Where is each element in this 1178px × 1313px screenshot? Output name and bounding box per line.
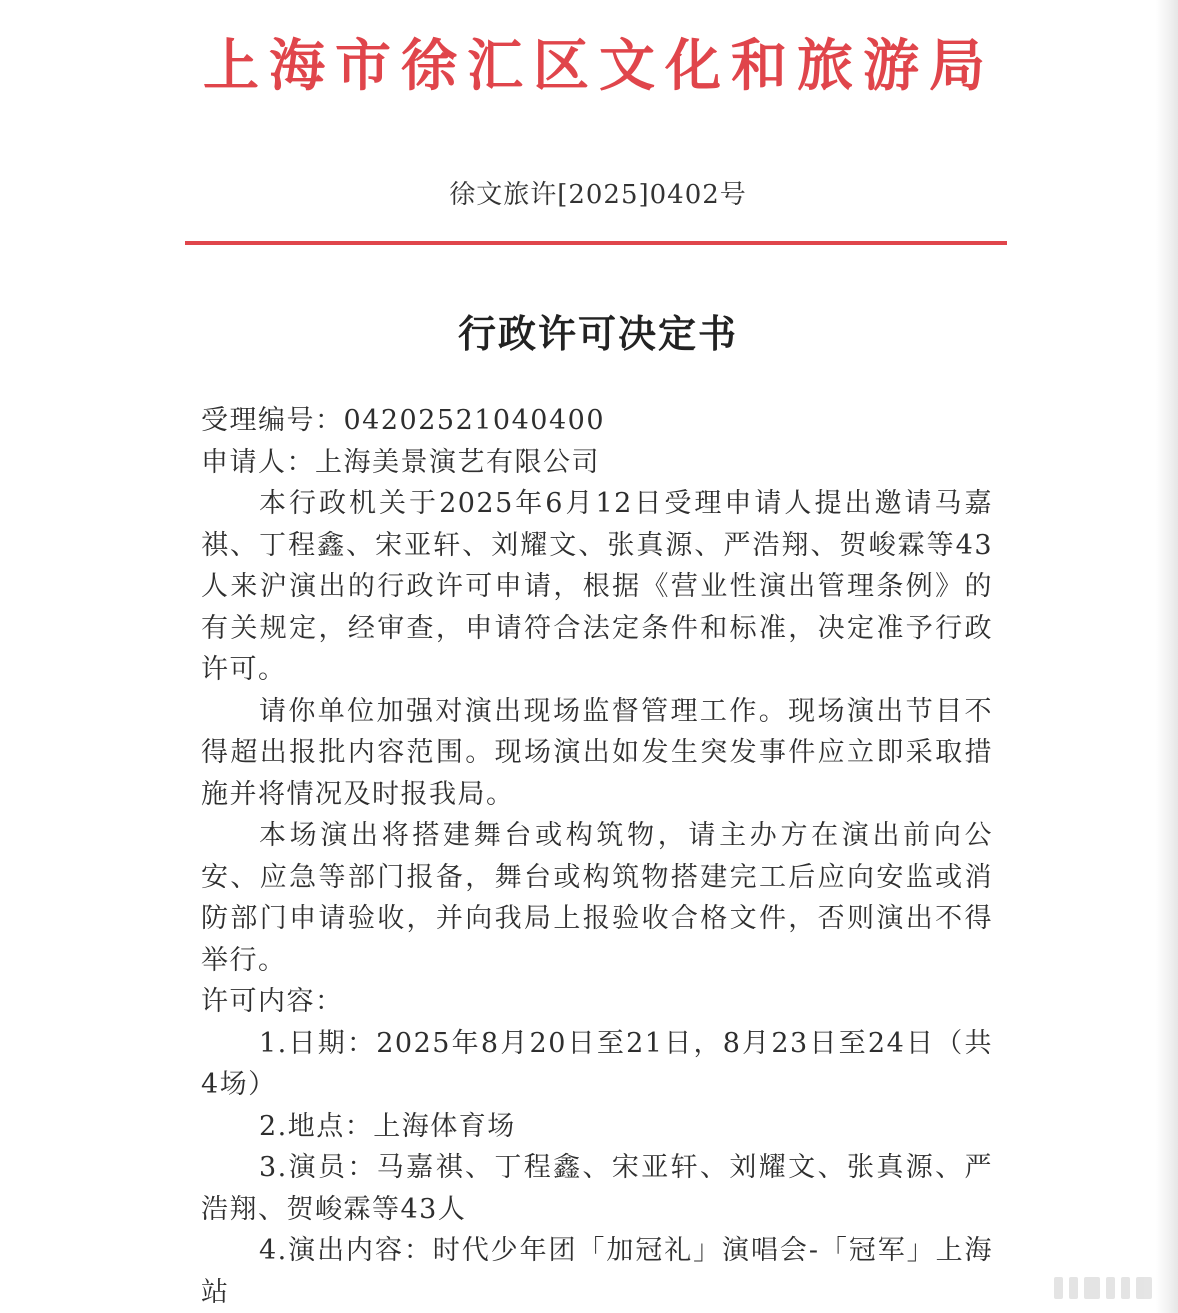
paragraph-supervision: 请你单位加强对演出现场监督管理工作。现场演出节目不得超出报批内容范围。现场演出如发生突发事件应立即采取措施并将情况及时报我局。 [201, 695, 993, 810]
permit-item-date: 1.日期：2025年8月20日至21日，8月23日至24日（共4场） [201, 1027, 993, 1100]
document-number: 徐文旅许[2025]0402号 [449, 180, 747, 210]
scan-shadow-edge [1156, 0, 1178, 1313]
paragraph-stage-safety: 本场演出将搭建舞台或构筑物，请主办方在演出前向公安、应急等部门报备，舞台或构筑物搭建完工后应向安监或消防部门申请验收，并向我局上报验收合格文件，否则演出不得举行。 [201, 820, 993, 976]
watermark-logo [1054, 1277, 1152, 1299]
permit-item-venue: 2.地点：上海体育场 [259, 1110, 516, 1142]
document-title: 行政许可决定书 [457, 312, 738, 356]
acceptance-number: 受理编号：04202521040400 [201, 405, 605, 436]
permit-item-performers: 3.演员：马嘉祺、丁程鑫、宋亚轩、刘耀文、张真源、严浩翔、贺峻霖等43人 [201, 1152, 993, 1225]
paragraph-decision: 本行政机关于2025年6月12日受理申请人提出邀请马嘉祺、丁程鑫、宋亚轩、刘耀文、张真源、严浩翔、贺峻霖等43人来沪演出的行政许可申请，根据《营业性演出管理条例》的有关规定，经审查，申请符合法定条件和标准，决定准予行政许可。 [201, 488, 993, 685]
red-divider-line [185, 241, 1007, 245]
permit-item-content: 4.演出内容：时代少年团「加冠礼」演唱会-「冠军」上海站 [201, 1235, 993, 1308]
applicant: 申请人：上海美景演艺有限公司 [201, 446, 600, 478]
document-body [201, 400, 993, 1313]
agency-header: 上海市徐汇区文化和旅游局 [203, 33, 995, 99]
permit-content-heading: 许可内容： [201, 986, 344, 1017]
